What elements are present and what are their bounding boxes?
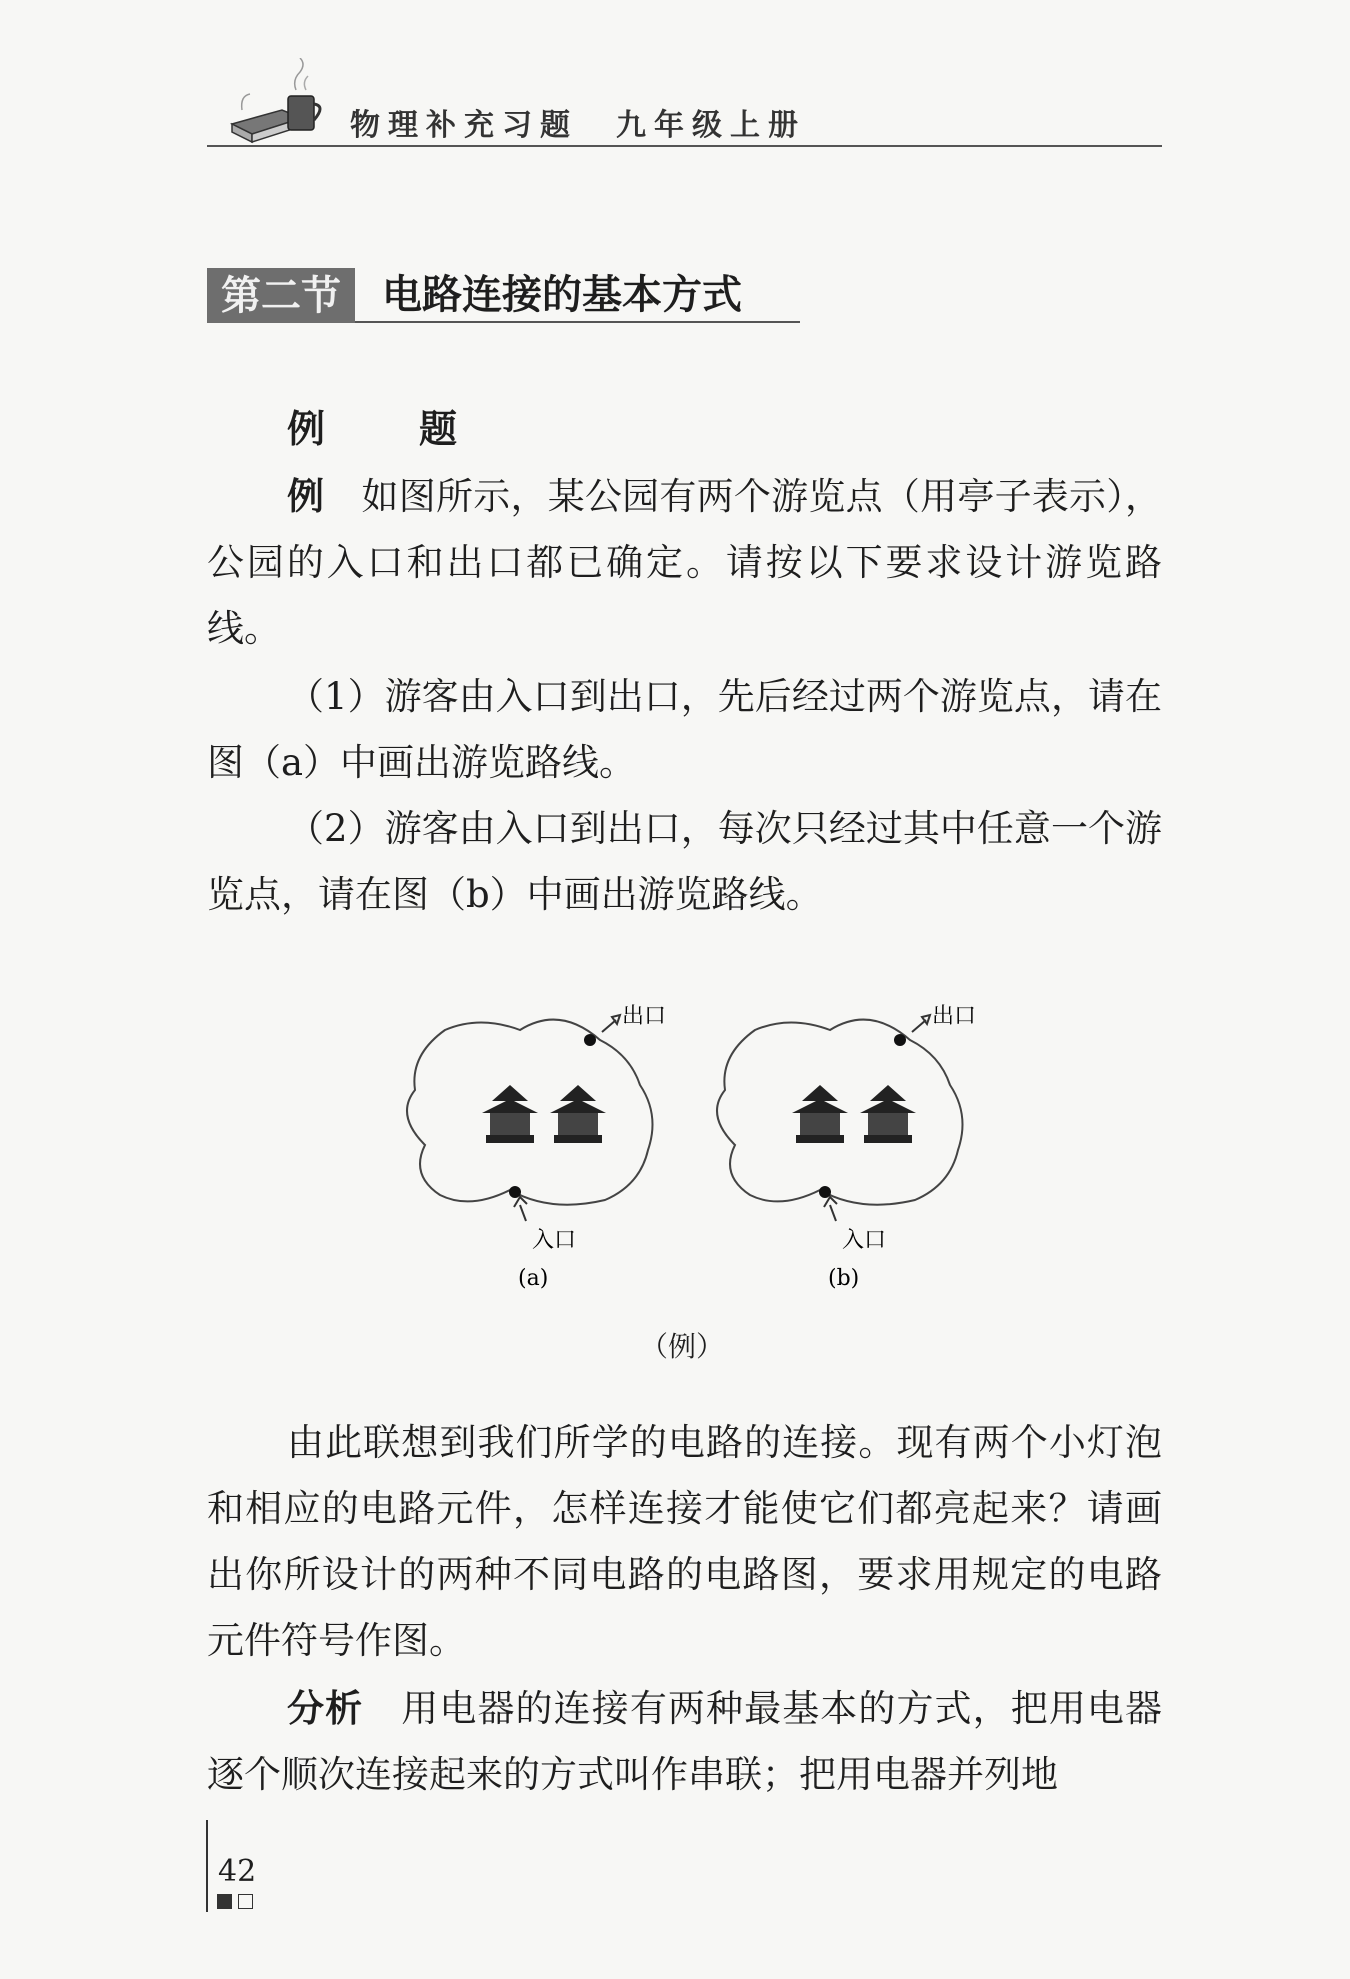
example-text: 如图所示，某公园有两个游览点（用亭子表示），公园的入口和出口都已确定。请按以下要求设计游览路线。: [207, 475, 1163, 650]
pavilion-icon: [550, 1085, 606, 1143]
empty-square-icon: [238, 1894, 253, 1909]
pavilion-icon: [792, 1085, 848, 1143]
park-route-figure: [370, 985, 990, 1310]
analysis-paragraph: [207, 1676, 1162, 1808]
figure-caption: （例）: [640, 1330, 725, 1363]
entrance-label-b: 入口: [842, 1228, 887, 1253]
subfigure-label-a: (a): [518, 1266, 549, 1291]
section-title: 电路连接的基本方式: [382, 272, 742, 318]
book-and-cup-icon: [222, 58, 332, 146]
question-1: （1）游客由入口到出口，先后经过两个游览点，请在图（a）中画出游览路线。: [207, 675, 1162, 784]
pavilion-icon: [482, 1085, 538, 1143]
exit-label-b: 出口: [932, 1004, 977, 1029]
entrance-label-a: 入口: [532, 1228, 577, 1253]
page-number-bar: [206, 1820, 208, 1912]
filled-square-icon: [217, 1894, 232, 1909]
section-rule: [355, 321, 800, 323]
analysis-text: 用电器的连接有两种最基本的方式，把用电器逐个顺次连接起来的方式叫作串联；把用电器并列地: [207, 1687, 1163, 1796]
subfigure-label-b: (b): [828, 1266, 860, 1291]
analysis-lead: 分析: [287, 1687, 364, 1730]
example-heading: 例 题: [287, 407, 486, 451]
pavilion-icon: [860, 1085, 916, 1143]
section-number-label: 第二节: [207, 268, 355, 323]
example-paragraph: [207, 464, 1162, 662]
park-map-a: [407, 1004, 666, 1291]
question-2: （2）游客由入口到出口，每次只经过其中任意一个游览点，请在图（b）中画出游览路线。: [207, 807, 1162, 916]
body-paragraph: 由此联想到我们所学的电路的连接。现有两个小灯泡和相应的电路元件，怎样连接才能使它们都亮起来？请画出你所设计的两种不同电路的电路图，要求用规定的电路元件符号作图。: [207, 1421, 1162, 1662]
exit-label-a: 出口: [622, 1004, 667, 1029]
page-number: 42: [218, 1854, 257, 1889]
example-lead: 例: [287, 475, 325, 518]
park-map-b: [717, 1004, 976, 1291]
running-header: 物理补充习题 九年级上册: [350, 108, 806, 143]
header-rule: [207, 145, 1162, 147]
